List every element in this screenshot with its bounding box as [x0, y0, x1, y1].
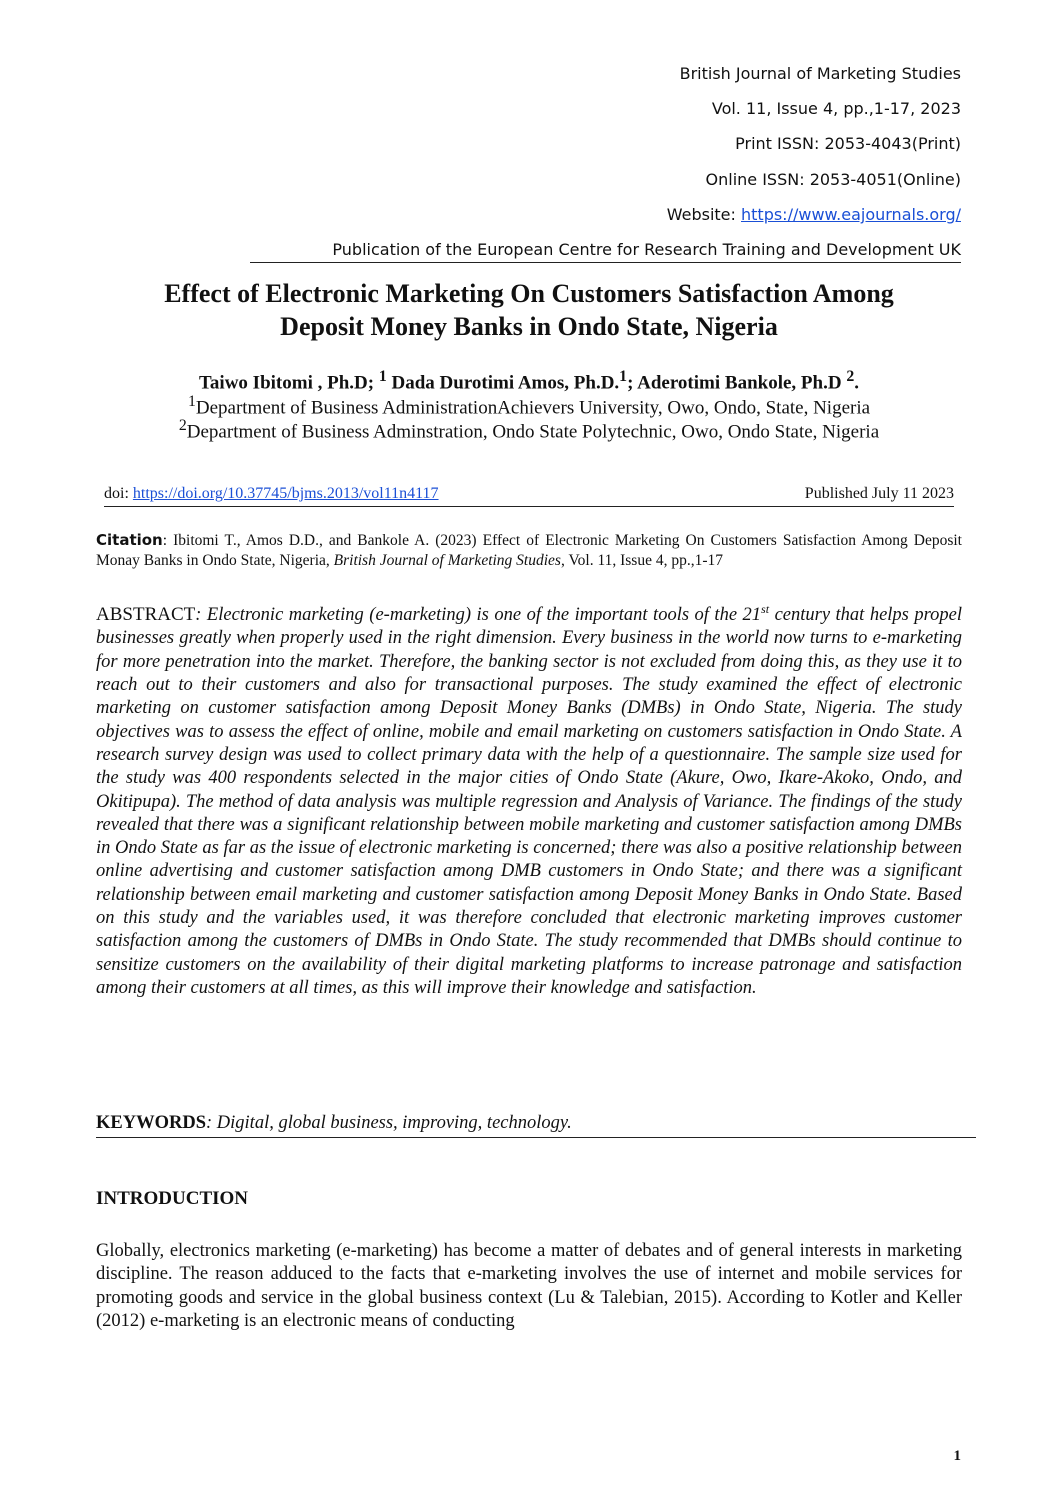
online-issn: Online ISSN: 2053-4051(Online) [705, 170, 961, 189]
keywords-text: : Digital, global business, improving, technology. [206, 1113, 572, 1133]
title-line-2: Deposit Money Banks in Ondo State, Nigeria [280, 312, 778, 341]
author-marker-3: 2 [846, 368, 855, 385]
affiliation-marker-1: 1 [187, 393, 196, 410]
affiliation-2-text: Department of Business Adminstration, Ondo State Polytechnic, Owo, Ondo State, Nigeria [186, 421, 880, 443]
author-marker-2: 1 [619, 368, 628, 385]
print-issn: Print ISSN: 2053-4043(Print) [735, 134, 961, 153]
volume-info: Vol. 11, Issue 4, pp.,1-17, 2023 [711, 99, 961, 118]
paper-title [60, 277, 998, 343]
citation-label: Citation [96, 531, 163, 549]
publisher-line: Publication of the European Centre for Research Training and Development UK [250, 240, 961, 263]
introduction-text: Globally, electronics marketing (e-marketing) has become a matter of debates and of general interests in marketing discipline. The reason adduced to the facts that e-marketing involves the use of internet and mobile services for promoting goods and service in the global business context (Lu & Talebian, 2015). According to Kotler and Keller (2012) e-marketing is an electronic means of conducting [96, 1241, 962, 1331]
website-label: Website: [666, 205, 741, 224]
author-marker-1: 1 [378, 368, 387, 385]
keywords-line [96, 1112, 976, 1138]
abstract-block [96, 598, 962, 1000]
citation-text-1: : Ibitomi T., Amos D.D., and Bankole A. (2023) Effect of Electronic Marketing On Customers Satisfaction Among Deposit Monay Banks in Ondo State, Nigeria, [96, 532, 962, 569]
page-number: 1 [953, 1448, 961, 1464]
abstract-superscript: st [761, 602, 770, 616]
abstract-text-1: : Electronic marketing (e-marketing) is one of the important tools of the 21 [195, 605, 762, 626]
affiliation-1-text: Department of Business AdministrationAchievers University, Owo, Ondo, State, Nigeria [195, 397, 871, 419]
authors-end: . [854, 372, 859, 394]
citation-text-2: , Vol. 11, Issue 4, pp.,1-17 [560, 552, 724, 569]
affiliation-2 [60, 415, 998, 443]
abstract-text-2: century that helps propel businesses greatly when properly used in the right dimension. Every business in the world now turns to e-marketing for more penetration into the market. Therefore, the banking sector is not excluded from doing this, as they use it to reach out to their customers and also for transactional purposes. The study examined the effect of electronic marketing on customer satisfaction among Deposit Money Banks (DMBs) in Ondo State, Nigeria. The study objectives was to assess the effect of online, mobile and email marketing on customers satisfaction in Ondo State. A research survey design was used to collect primary data with the help of a questionnaire. The sample size used for the study was 400 respondents selected in the major cities of Ondo State (Akure, Owo, Ikare-Akoko, Ondo, and Okitipupa). The method of data analysis was multiple regression and Analysis of Variance. The findings of the study revealed that there was a significant relationship between mobile marketing and customer satisfaction among DMBs in Ondo State as far as the issue of electronic marketing is concerned; there was also a positive relationship between online advertising and customer satisfaction among DMB customers in Ondo State; and there was a significant relationship between email marketing and customer satisfaction among Deposit Money Banks in Ondo State. Based on this study and the variables used, it was therefore concluded that electronic marketing improves customer satisfaction among the customers of DMBs in Ondo State. The study recommended that DMBs should continue to sensitize customers on the availability of their digital marketing platforms to increase patronage and satisfaction among their customers at all times, as this will improve their knowledge and satisfaction. [96, 605, 962, 998]
doi-line [104, 484, 954, 507]
title-line-1: Effect of Electronic Marketing On Customers Satisfaction Among [164, 279, 894, 308]
citation-block [96, 530, 962, 571]
author-3: ; Aderotimi Bankole, Ph.D [627, 372, 847, 394]
website-line [667, 205, 961, 225]
doi-link[interactable]: https://doi.org/10.37745/bjms.2013/vol11n4117 [132, 485, 439, 502]
affiliation-marker-2: 2 [178, 417, 187, 434]
introduction-heading: INTRODUCTION [96, 1188, 249, 1209]
doi-label: doi: [104, 485, 133, 502]
journal-name: British Journal of Marketing Studies [679, 64, 961, 83]
keywords-label: KEYWORDS [96, 1113, 206, 1133]
website-link[interactable]: https://www.eajournals.org/ [741, 205, 961, 224]
citation-journal: British Journal of Marketing Studies [333, 552, 561, 569]
published-date: Published July 11 2023 [804, 485, 954, 502]
author-2: Dada Durotimi Amos, Ph.D. [386, 372, 620, 394]
abstract-label: ABSTRACT [96, 604, 196, 626]
author-1: Taiwo Ibitomi , Ph.D; [199, 372, 379, 394]
